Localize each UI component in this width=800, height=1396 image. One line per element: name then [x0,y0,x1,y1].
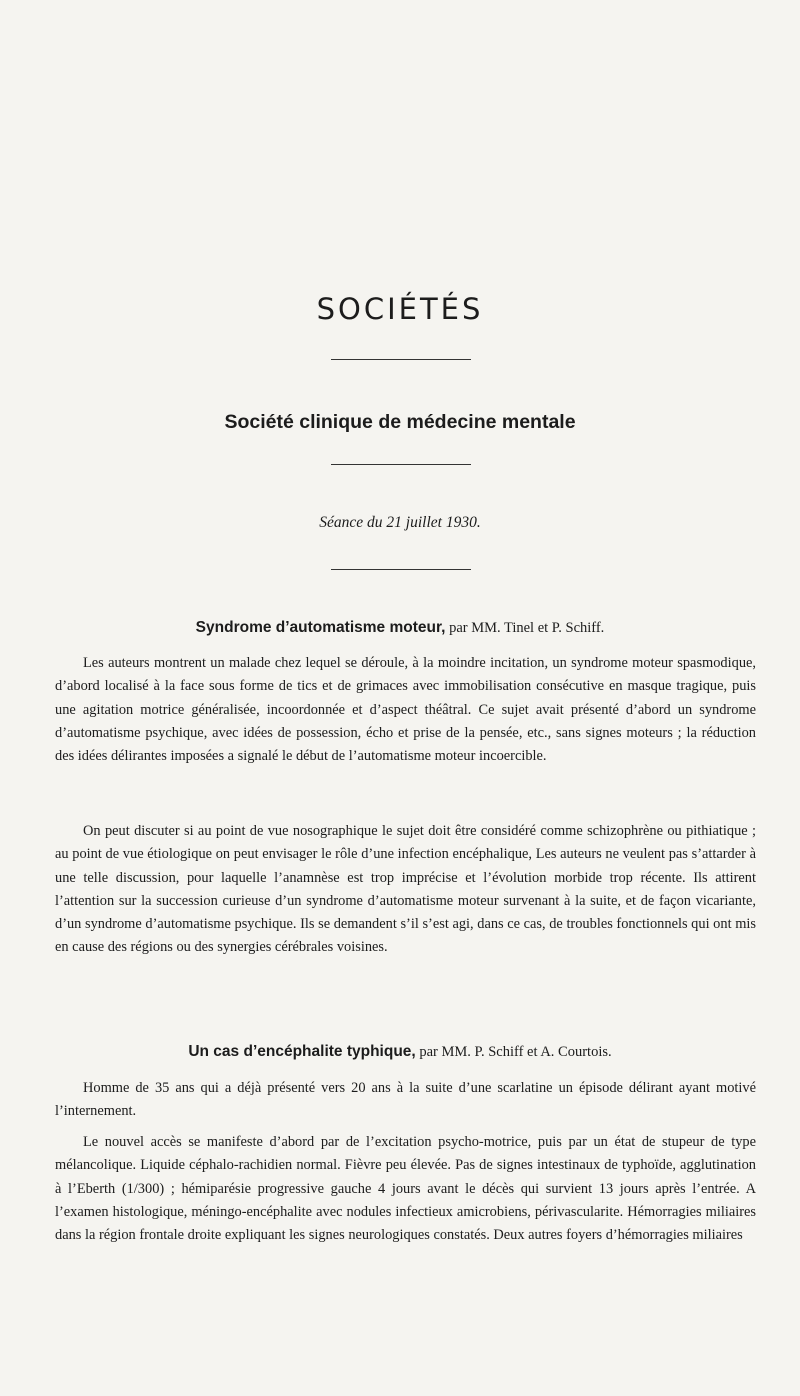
paragraph: Le nouvel accès se manifeste d’abord par de l’excitation psycho-motrice, puis par un état de stupeur de type mélancolique. Liquide céphalo-rachidien normal. Fièvre peu élevée. Pas de signes intestinaux de typhoïde, agglutination à l’Eberth (1/300) ; hémiparésie progressive gauche 4 jours avant le décès qui survient 13 jours après l’entrée. A l’examen histologique, méningo-encéphalite avec nodules infectieux amicrobiens, périvascularite. Hémorragies miliaires dans la région frontale droite expliquant les signes neurologiques constatés. Deux autres foyers d’hémorragies miliaires [55,1134,756,1244]
society-title: Société clinique de médecine mentale [224,411,576,433]
article-byline: par MM. P. Schiff et A. Courtois. [415,1044,612,1060]
article-heading [0,1043,800,1061]
article-title: Syndrome d’automatisme moteur, [195,619,446,636]
article-title: Un cas d’encéphalite typhique, [188,1043,416,1060]
paragraph: Homme de 35 ans qui a déjà présenté vers 20 ans à la suite d’une scarlatine un épisode délirant ayant motivé l’internement. [55,1080,756,1120]
session-divider [331,569,471,570]
paragraph: Les auteurs montrent un malade chez lequel se déroule, à la moindre incitation, un syndrome moteur spasmodique, d’abord localisé à la face sous forme de tics et de grimaces avec immobilisation consécutive en masque tragique, puis une agitation motrice généralisée, incoordonnée et d’aspect théâtral. Ce sujet avait présenté d’abord un syndrome d’automatisme psychique, avec idées de possession, écho et prise de la pensée, etc., sans signes moteurs ; la réduction des idées délirantes imposées a signalé le début de l’automatisme moteur incoercible. [55,655,756,765]
paragraph: On peut discuter si au point de vue nosographique le sujet doit être considéré comme schizophrène ou pithiatique ; au point de vue étiologique on peut envisager le rôle d’une infection encéphalique, Les auteurs ne veulent pas s’attarder à une telle discussion, pour laquelle l’anamnèse est trop imprécise et l’évolution morbide trop récente. Ils attirent l’attention sur la succession curieuse d’un syndrome d’automatisme moteur survenant à la suite, et de façon vicariante, d’un syndrome d’automatisme psychique. Ils se demandent s’il s’est agi, dans ce cas, de troubles fonctionnels qui ont mis en cause des régions ou des synergies cérébrales voisines. [55,823,756,956]
session-date: Séance du 21 juillet 1930. [319,514,481,531]
section-title: SOCIÉTÉS [316,292,484,326]
society-divider [331,464,471,465]
article-byline: par MM. Tinel et P. Schiff. [445,620,605,636]
title-divider [331,359,471,360]
article-heading [0,619,800,637]
